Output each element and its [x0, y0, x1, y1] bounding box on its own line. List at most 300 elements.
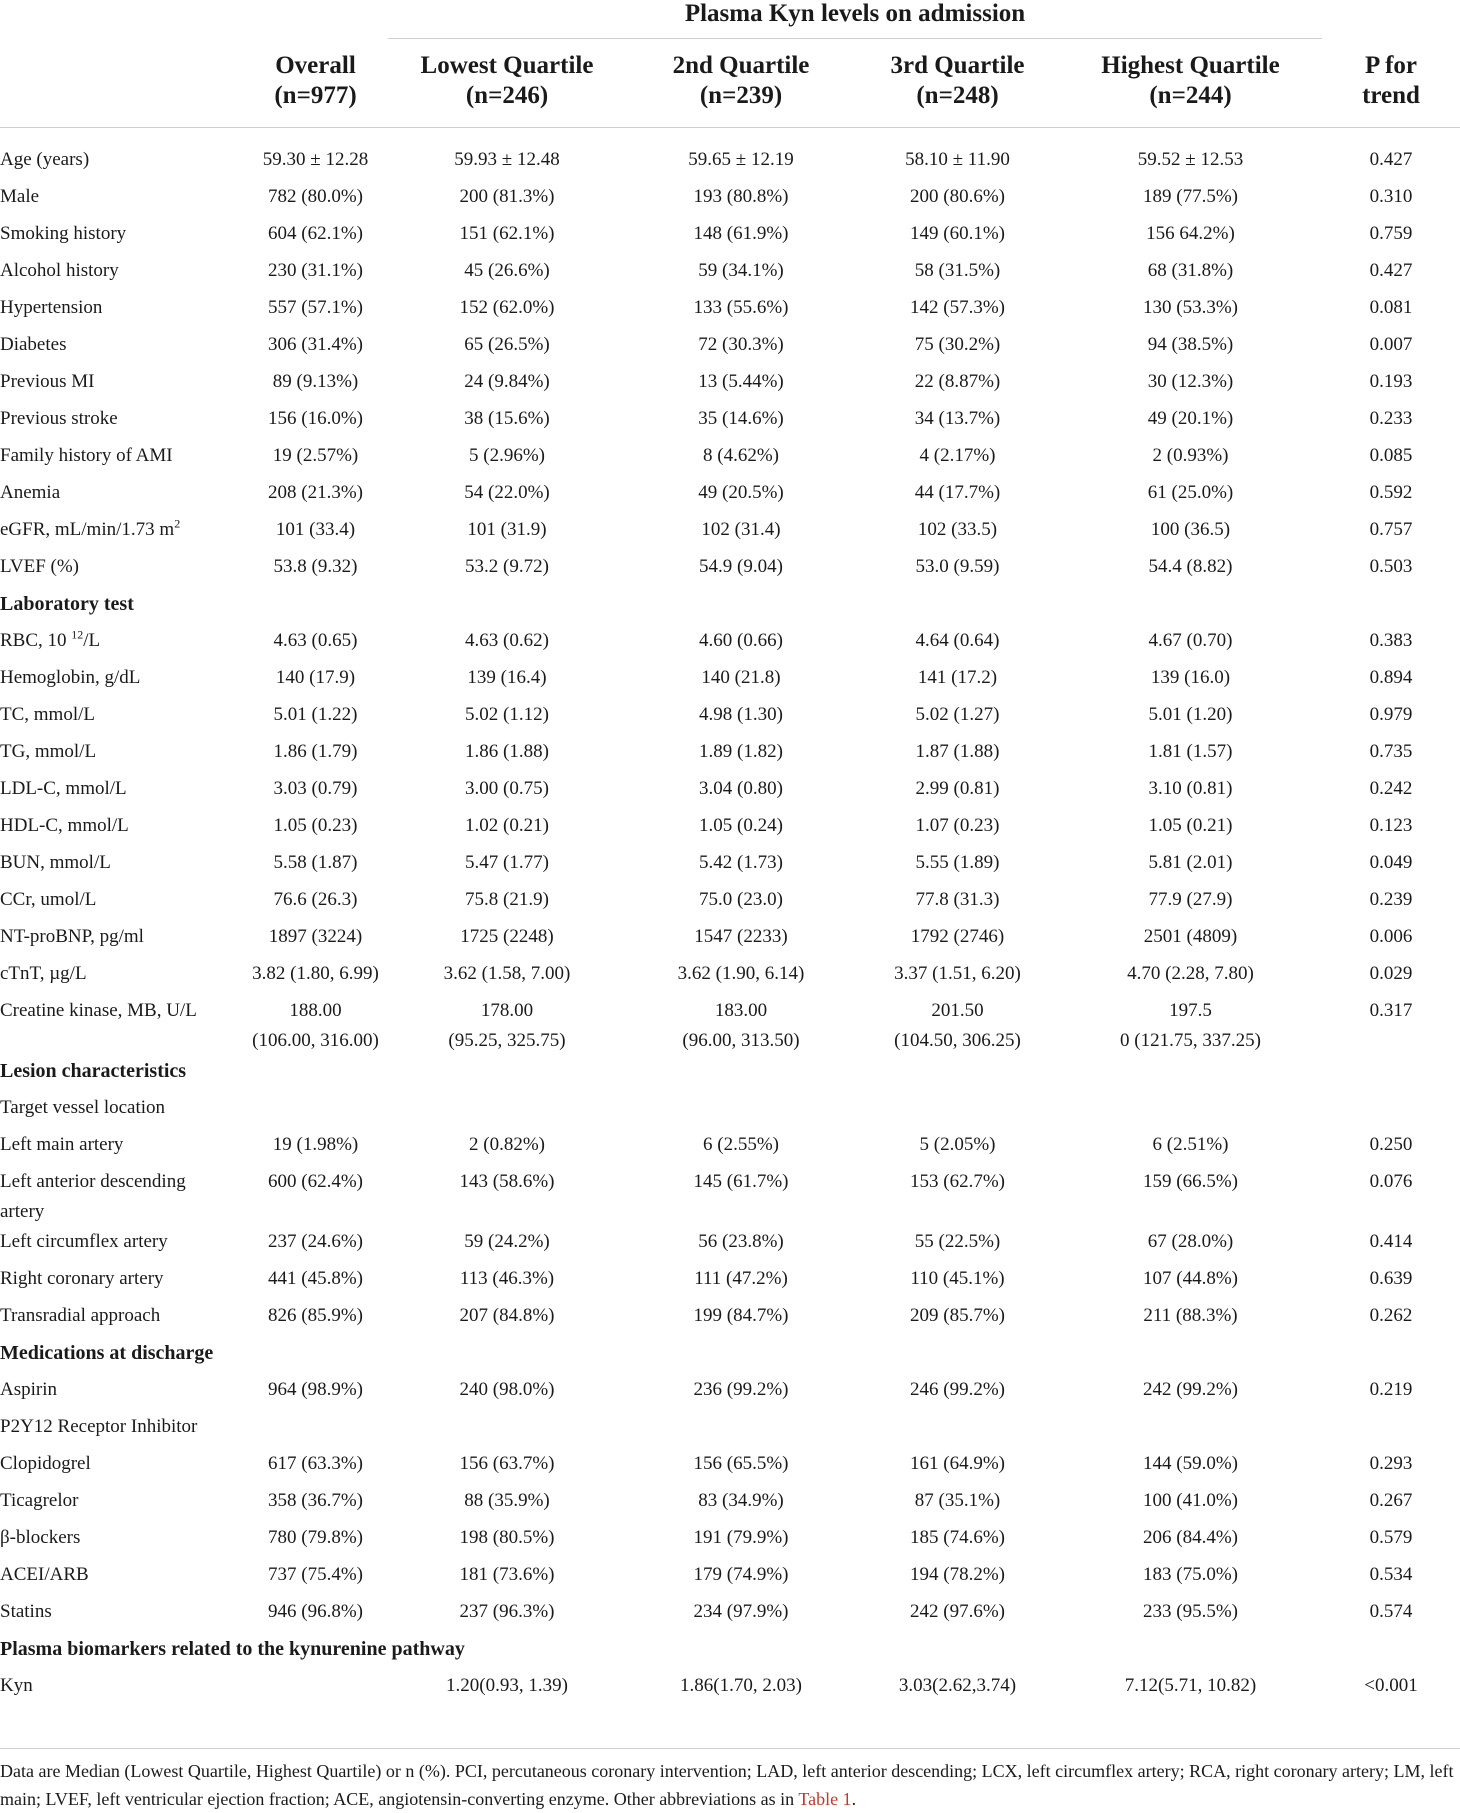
table-row [0, 1449, 1460, 1486]
row-label [0, 1338, 1460, 1375]
cell-line: 0.317 [1369, 1000, 1413, 1021]
table-cell: 242 (97.6%) [910, 1601, 1005, 1622]
table-cell: 1.02 (0.21) [465, 815, 549, 836]
table-row [0, 1056, 1460, 1093]
table-cell: 208 (21.3%) [268, 482, 363, 503]
row-label-text: Statins [0, 1601, 52, 1622]
row-label-text: Previous MI [0, 371, 95, 392]
table-cell: 0.574 [1369, 1601, 1413, 1622]
column-header-line1: 2nd Quartile [672, 52, 810, 79]
table-cell: 0.049 [1369, 852, 1413, 873]
table-cell: 5.02 (1.12) [465, 704, 549, 725]
empty-cell [856, 1412, 1059, 1449]
table-cell: 4.60 (0.66) [699, 630, 783, 651]
row-label-text: Transradial approach [0, 1305, 161, 1326]
table-cell: 54 (22.0%) [464, 482, 550, 503]
row-label [0, 552, 243, 589]
table-cell: 89 (9.13%) [272, 371, 359, 392]
table-cell: 152 (62.0%) [459, 297, 555, 318]
column-header-line1: P for [1364, 51, 1418, 79]
table-1-link[interactable]: Table 1 [798, 1789, 852, 1809]
row-label [0, 1375, 243, 1412]
table-cell: 58 (31.5%) [914, 260, 1001, 281]
table-cell: 1.89 (1.82) [699, 741, 783, 762]
table-cell: 101 (31.9) [467, 519, 547, 540]
table-cell: 59 (24.2%) [464, 1231, 550, 1252]
table-cell: 59.65 ± 12.19 [688, 149, 794, 170]
table-row [0, 515, 1460, 552]
table-cell: 59.30 ± 12.28 [262, 149, 369, 170]
table-cell: 145 (61.7%) [693, 1171, 789, 1192]
table-row [0, 589, 1460, 626]
table-cell: 156 64.2%) [1146, 223, 1235, 244]
table-cell: 139 (16.4) [467, 667, 547, 688]
table-cell: 0.250 [1369, 1134, 1413, 1155]
table-row [0, 663, 1460, 700]
table-cell: 0.233 [1369, 408, 1413, 429]
table-cell: 4.67 (0.70) [1148, 630, 1233, 651]
table-cell: 0.979 [1369, 704, 1413, 725]
row-label [0, 1486, 243, 1523]
table-cell: 161 (64.9%) [910, 1453, 1005, 1474]
row-label-text: HDL-C, mmol/L [0, 815, 129, 836]
table-cell: 2 (0.82%) [469, 1134, 545, 1155]
table-body [0, 128, 1460, 1709]
table-cell: 1.87 (1.88) [915, 741, 1000, 762]
table-cell: 133 (55.6%) [693, 297, 789, 318]
row-label [0, 404, 243, 441]
row-label [0, 1523, 243, 1560]
table-row [0, 552, 1460, 589]
table-cell: 1547 (2233) [694, 926, 788, 947]
table-cell: 44 (17.7%) [914, 482, 1001, 503]
table-cell: 826 (85.9%) [268, 1305, 363, 1326]
row-label-text: Clopidogrel [0, 1453, 91, 1474]
cell-line: 183.00 [714, 1000, 768, 1021]
column-header-line2: (n=239) [699, 82, 783, 109]
row-label-text: eGFR, mL/min/1.73 m [0, 519, 175, 540]
table-cell: 49 (20.5%) [698, 482, 784, 503]
row-label-text: Alcohol history [0, 260, 119, 281]
table-cell: 8 (4.62%) [703, 445, 779, 466]
row-label-text: CCr, umol/L [0, 889, 97, 910]
row-label [0, 959, 243, 996]
table-cell: 149 (60.1%) [910, 223, 1005, 244]
table-cell: 237 (96.3%) [459, 1601, 555, 1622]
table-row [0, 1301, 1460, 1338]
table-cell: 1897 (3224) [268, 926, 363, 947]
column-header-4 [856, 39, 1059, 128]
table-row [0, 1597, 1460, 1634]
table-cell: 59.52 ± 12.53 [1137, 149, 1244, 170]
row-label-text: Left main artery [0, 1134, 124, 1155]
table-cell: 53.0 (9.59) [915, 556, 1000, 577]
table-cell: 1725 (2248) [460, 926, 554, 947]
table-cell: 139 (16.0) [1150, 667, 1231, 688]
table-cell: 55 (22.5%) [914, 1231, 1001, 1252]
row-label [0, 922, 243, 959]
table-cell: 159 (66.5%) [1143, 1171, 1238, 1192]
table-cell: 1.81 (1.57) [1148, 741, 1233, 762]
table-cell: 189 (77.5%) [1143, 186, 1238, 207]
table-row [0, 128, 1460, 183]
column-header-line1: 3rd Quartile [890, 52, 1025, 79]
table-row [0, 1375, 1460, 1412]
table-cell: 67 (28.0%) [1147, 1231, 1234, 1252]
table-cell: 0.193 [1369, 371, 1413, 392]
table-cell: 5.47 (1.77) [465, 852, 549, 873]
row-label-text: TC, mmol/L [0, 704, 95, 725]
empty-cell [1059, 1412, 1322, 1449]
table-cell: 4 (2.17%) [919, 445, 996, 466]
cell-line: 0 (121.75, 337.25) [1120, 1030, 1261, 1051]
table-cell: 153 (62.7%) [910, 1171, 1005, 1192]
table-cell: 130 (53.3%) [1143, 297, 1238, 318]
table-cell: 230 (31.1%) [268, 260, 363, 281]
row-label-text: Diabetes [0, 334, 67, 355]
table-cell: 54.4 (8.82) [1148, 556, 1233, 577]
row-label [0, 1671, 243, 1708]
footnote-end: . [851, 1789, 857, 1809]
column-header-6 [1322, 39, 1460, 128]
row-label-text: Previous stroke [0, 408, 118, 429]
table-cell: 211 (88.3%) [1143, 1305, 1238, 1326]
row-label [0, 663, 243, 700]
row-label-text: ACEI/ARB [0, 1564, 89, 1585]
cell-line: 201.50 [931, 1000, 984, 1021]
column-header-2 [388, 39, 626, 128]
table-cell: 233 (95.5%) [1143, 1601, 1238, 1622]
cell-line: 188.00 [289, 1000, 342, 1021]
table-cell: 200 (80.6%) [910, 186, 1005, 207]
table-cell: 0.383 [1369, 630, 1413, 651]
table-cell: 5.01 (1.22) [273, 704, 358, 725]
column-header-line2: trend [1362, 81, 1420, 109]
table-cell: 75.8 (21.9) [465, 889, 549, 910]
table-cell: 87 (35.1%) [914, 1490, 1001, 1511]
table-cell: 5 (2.05%) [919, 1134, 996, 1155]
row-label [0, 1412, 243, 1449]
table-cell: 2 (0.93%) [1152, 445, 1229, 466]
table-cell: 557 (57.1%) [268, 297, 363, 318]
table-cell: 151 (62.1%) [459, 223, 555, 244]
empty-cell [243, 1412, 388, 1449]
row-label [0, 515, 243, 552]
table-row [0, 1523, 1460, 1560]
table-row [0, 774, 1460, 811]
table-cell: 102 (33.5) [917, 519, 998, 540]
table-row [0, 293, 1460, 330]
table-row [0, 256, 1460, 293]
table-cell: 49 (20.1%) [1147, 408, 1234, 429]
table-cell: 181 (73.6%) [459, 1564, 555, 1585]
table-cell: 0.262 [1369, 1305, 1413, 1326]
row-label [0, 885, 243, 922]
row-label-text: BUN, mmol/L [0, 852, 111, 873]
table-cell: 3.62 (1.90, 6.14) [677, 963, 805, 984]
table-cell: 0.239 [1369, 889, 1413, 910]
table-cell: 194 (78.2%) [910, 1564, 1005, 1585]
table-cell: 1.05 (0.23) [273, 815, 358, 836]
table-cell: 964 (98.9%) [268, 1379, 363, 1400]
table-cell: 5.58 (1.87) [273, 852, 358, 873]
table-cell: 5.01 (1.20) [1148, 704, 1233, 725]
table-cell: 5.02 (1.27) [915, 704, 1000, 725]
row-label-text: TG, mmol/L [0, 741, 97, 762]
empty-cell [388, 1093, 626, 1130]
table-cell: 2.99 (0.81) [915, 778, 1000, 799]
table-cell: 0.757 [1369, 519, 1413, 540]
row-label-text: Hemoglobin, g/dL [0, 667, 141, 688]
table-cell: 156 (65.5%) [693, 1453, 789, 1474]
row-label [0, 1560, 243, 1597]
table-cell: 1.86 (1.79) [273, 741, 358, 762]
section-heading: Plasma biomarkers related to the kynurenine pathway [0, 1638, 465, 1660]
table-row [0, 700, 1460, 737]
table-cell: 110 (45.1%) [910, 1268, 1005, 1289]
table-cell: 3.62 (1.58, 7.00) [443, 963, 571, 984]
empty-cell [856, 1093, 1059, 1130]
table-cell: 200 (81.3%) [459, 186, 555, 207]
row-label [0, 1301, 243, 1338]
table-cell: 141 (17.2) [917, 667, 998, 688]
row-label-text: Aspirin [0, 1379, 57, 1400]
table-cell: 242 (99.2%) [1143, 1379, 1238, 1400]
table-cell [243, 996, 388, 1056]
table-cell: 77.9 (27.9) [1148, 889, 1233, 910]
row-label-text: Male [0, 186, 40, 207]
table-cell: 1.05 (0.24) [699, 815, 783, 836]
table-cell: 0.006 [1369, 926, 1413, 947]
row-label-text: cTnT, µg/L [0, 963, 87, 984]
table-row [0, 478, 1460, 515]
cell-line: 197.5 [1169, 1000, 1212, 1021]
table-cell: 148 (61.9%) [693, 223, 789, 244]
table-cell: 0.029 [1369, 963, 1413, 984]
table-cell: 2501 (4809) [1143, 926, 1238, 947]
row-label [0, 1093, 243, 1130]
row-label [0, 1449, 243, 1486]
table-cell: 199 (84.7%) [693, 1305, 789, 1326]
column-header-row [0, 39, 1460, 128]
table-cell: 4.63 (0.62) [465, 630, 549, 651]
row-label-text: RBC, 10 [0, 630, 72, 651]
table-cell: 1.86(1.70, 2.03) [680, 1675, 802, 1696]
row-label [0, 1634, 1460, 1671]
table-cell: 101 (33.4) [275, 519, 356, 540]
table-row [0, 441, 1460, 478]
table-cell: 183 (75.0%) [1143, 1564, 1238, 1585]
table-row [0, 1093, 1460, 1130]
table-cell: 111 (47.2%) [694, 1268, 788, 1289]
table-cell: 234 (97.9%) [693, 1601, 789, 1622]
section-heading: Laboratory test [0, 593, 134, 615]
table-cell: 75.0 (23.0) [699, 889, 783, 910]
group-header-row [0, 0, 1460, 39]
table-cell: 54.9 (9.04) [699, 556, 783, 577]
column-header-line2: (n=977) [274, 81, 357, 109]
table-cell: 3.82 (1.80, 6.99) [252, 963, 379, 984]
table-cell: 76.6 (26.3) [273, 889, 358, 910]
table-row [0, 1634, 1460, 1671]
row-label [0, 293, 243, 330]
table-cell: 0.503 [1369, 556, 1413, 577]
row-label [0, 367, 243, 404]
table-cell: 72 (30.3%) [698, 334, 784, 355]
row-label [0, 700, 243, 737]
table-row [0, 1486, 1460, 1523]
table-cell: 156 (16.0%) [268, 408, 363, 429]
row-label-text: Age (years) [0, 149, 90, 170]
table-cell: 58.10 ± 11.90 [905, 149, 1010, 170]
row-label-text: Left circumflex artery [0, 1231, 168, 1252]
table-row [0, 1167, 1460, 1227]
row-label [0, 1130, 243, 1167]
table-cell: 59.93 ± 12.48 [454, 149, 560, 170]
table-row [0, 1264, 1460, 1301]
table-cell [856, 996, 1059, 1056]
table-cell: 0.427 [1369, 149, 1413, 170]
table-cell: 604 (62.1%) [268, 223, 363, 244]
row-label [0, 848, 243, 885]
row-label-text: Creatine kinase, MB, U/L [0, 1000, 197, 1021]
table-cell [626, 996, 856, 1056]
table-cell: 53.2 (9.72) [465, 556, 549, 577]
table-cell: 4.70 (2.28, 7.80) [1127, 963, 1254, 984]
table-cell: 209 (85.7%) [910, 1305, 1005, 1326]
table-cell: 3.04 (0.80) [699, 778, 783, 799]
table-cell: 94 (38.5%) [1147, 334, 1234, 355]
table-cell: 237 (24.6%) [268, 1231, 363, 1252]
table-cell: 140 (21.8) [701, 667, 781, 688]
table-cell: 780 (79.8%) [268, 1527, 363, 1548]
table-cell: 88 (35.9%) [464, 1490, 550, 1511]
table-cell: 0.293 [1369, 1453, 1413, 1474]
table-cell [1059, 996, 1322, 1056]
table-cell: 5.81 (2.01) [1148, 852, 1233, 873]
row-label-text: Target vessel location [0, 1097, 166, 1118]
table-cell: 236 (99.2%) [693, 1379, 789, 1400]
column-header-0 [0, 39, 243, 128]
table-cell: 156 (63.7%) [459, 1453, 555, 1474]
table-cell: 34 (13.7%) [914, 408, 1001, 429]
column-header-line2: (n=248) [916, 82, 999, 109]
table-cell: 0.414 [1369, 1231, 1413, 1252]
row-label-superscript: 2 [174, 516, 181, 531]
table-cell: 0.894 [1369, 667, 1413, 688]
table-cell: 0.310 [1369, 186, 1413, 207]
column-header-line2: (n=246) [465, 82, 549, 109]
empty-cell [243, 1093, 388, 1130]
table-cell: 6 (2.55%) [703, 1134, 779, 1155]
table-cell: 5.42 (1.73) [699, 852, 783, 873]
table-cell: 3.03(2.62,3.74) [898, 1675, 1017, 1696]
table-cell: 0.759 [1369, 223, 1413, 244]
table-cell: 24 (9.84%) [464, 371, 550, 392]
table-cell: 358 (36.7%) [268, 1490, 363, 1511]
row-label [0, 441, 243, 478]
section-heading: Lesion characteristics [0, 1060, 187, 1082]
table-cell: 1.05 (0.21) [1148, 815, 1233, 836]
table-cell: 53.8 (9.32) [273, 556, 358, 577]
column-header-line2: (n=244) [1149, 82, 1232, 109]
table-cell: <0.001 [1364, 1675, 1418, 1696]
row-label-text: LVEF (%) [0, 556, 79, 577]
footnote-text: Data are Median (Lowest Quartile, Highest Quartile) or n (%). PCI, percutaneous coronary intervention; LAD, left anterior descending; LCX, left circumflex artery; RCA, right coronary artery; LM, left main; LVEF, left ventricular ejection fraction; ACE, angiotensin-converting enzyme. Other abbreviations as in [0, 1761, 1454, 1809]
table-row [0, 922, 1460, 959]
table-row [0, 404, 1460, 441]
column-header-1 [243, 39, 388, 128]
row-label-text-line2: artery [0, 1201, 45, 1222]
table-cell: 0.427 [1369, 260, 1413, 281]
table-row [0, 1412, 1460, 1449]
table-row [0, 848, 1460, 885]
table-cell: 0.735 [1369, 741, 1413, 762]
table-cell: 0.639 [1369, 1268, 1413, 1289]
table-cell: 191 (79.9%) [693, 1527, 789, 1548]
table-cell: 4.98 (1.30) [699, 704, 783, 725]
table-row [0, 811, 1460, 848]
table-cell: 83 (34.9%) [698, 1490, 784, 1511]
table-cell: 240 (98.0%) [459, 1379, 555, 1400]
row-label [0, 128, 243, 183]
table-cell: 19 (1.98%) [272, 1134, 359, 1155]
table-cell: 6 (2.51%) [1152, 1134, 1229, 1155]
table-cell: 737 (75.4%) [268, 1564, 363, 1585]
group-header-title: Plasma Kyn levels on admission [388, 0, 1322, 39]
table-cell: 0.267 [1369, 1490, 1413, 1511]
row-label [0, 330, 243, 367]
row-label [0, 1227, 243, 1264]
table-cell: 198 (80.5%) [459, 1527, 555, 1548]
row-label [0, 1167, 243, 1227]
table-cell: 61 (25.0%) [1147, 482, 1234, 503]
table-row [0, 996, 1460, 1056]
row-label-text: Right coronary artery [0, 1268, 164, 1289]
table-cell: 1.86 (1.88) [465, 741, 549, 762]
table-cell: 100 (36.5) [1150, 519, 1231, 540]
row-label [0, 182, 243, 219]
table-cell: 59 (34.1%) [698, 260, 784, 281]
table-cell: 113 (46.3%) [459, 1268, 555, 1289]
table-cell: 206 (84.4%) [1143, 1527, 1238, 1548]
table-cell: 4.63 (0.65) [273, 630, 358, 651]
row-label [0, 1056, 1460, 1093]
row-label-text: Anemia [0, 482, 61, 503]
table-cell: 0.007 [1369, 334, 1413, 355]
row-label-text: Left anterior descending [0, 1171, 186, 1192]
table-cell: 102 (31.4) [701, 519, 781, 540]
row-label [0, 774, 243, 811]
table-cell: 0.242 [1369, 778, 1413, 799]
table-cell: 142 (57.3%) [910, 297, 1005, 318]
table-row [0, 1130, 1460, 1167]
row-label-text: Hypertension [0, 297, 103, 318]
table-footnote [0, 1748, 1460, 1813]
table-row [0, 1671, 1460, 1708]
table-cell: 4.64 (0.64) [915, 630, 1000, 651]
table-cell: 5.55 (1.89) [915, 852, 1000, 873]
row-label-text: Family history of AMI [0, 445, 173, 466]
table-cell: 100 (41.0%) [1143, 1490, 1238, 1511]
table-cell: 7.12(5.71, 10.82) [1124, 1675, 1257, 1696]
table-row [0, 1227, 1460, 1264]
table-cell: 13 (5.44%) [698, 371, 784, 392]
table-cell: 617 (63.3%) [268, 1453, 363, 1474]
table-cell: 179 (74.9%) [693, 1564, 789, 1585]
row-label-text: NT-proBNP, pg/ml [0, 926, 144, 947]
table-row [0, 626, 1460, 663]
